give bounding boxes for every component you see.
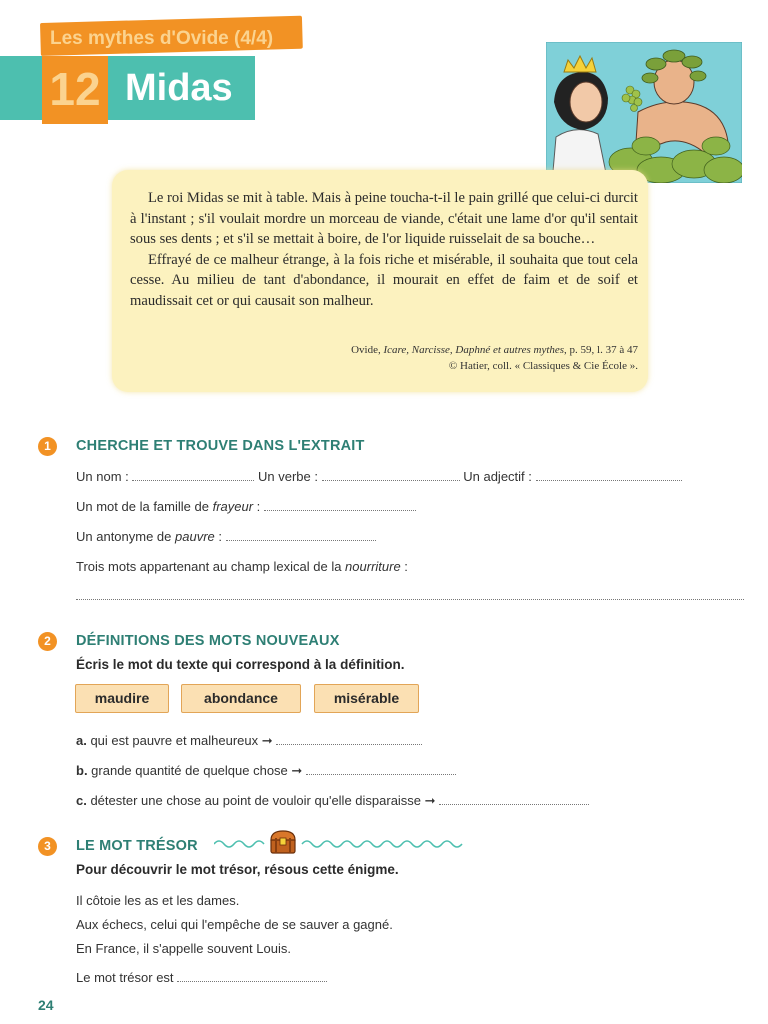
word-box-abondance: abondance <box>181 684 301 713</box>
riddle-line-1: Il côtoie les as et les dames. <box>76 893 240 908</box>
section-2-badge: 2 <box>38 632 57 651</box>
verbe-label: Un verbe : <box>258 469 318 484</box>
antonyme-word: pauvre <box>175 529 215 544</box>
nom-label: Un nom : <box>76 469 129 484</box>
source-publisher: © Hatier, coll. « Classiques & Cie École ». <box>448 360 638 372</box>
page-number: 24 <box>38 997 54 1013</box>
antonyme-prefix: Un antonyme de <box>76 529 176 544</box>
midas-illustration <box>546 42 742 183</box>
definition-c <box>76 793 589 809</box>
nom-answer[interactable] <box>132 470 254 481</box>
definition-b-letter: b. <box>76 763 88 778</box>
definition-c-text: détester une chose au point de vouloir qu'elle disparaisse ➞ <box>86 793 436 808</box>
page-title: Midas <box>125 67 233 109</box>
verbe-answer[interactable] <box>322 470 460 481</box>
definition-a <box>76 733 422 749</box>
definition-a-answer[interactable] <box>276 734 422 745</box>
antonyme-answer[interactable] <box>226 530 376 541</box>
nom-line <box>76 469 682 484</box>
definition-a-text: qui est pauvre et malheureux ➞ <box>86 733 273 748</box>
champ-line <box>76 559 408 574</box>
section-3-badge: 3 <box>38 837 57 856</box>
definition-c-letter: c. <box>76 793 87 808</box>
famille-word: frayeur <box>212 499 254 514</box>
riddle-line-2: Aux échecs, celui qui l'empêche de se sauver a gagné. <box>76 917 393 932</box>
definition-b-answer[interactable] <box>306 764 456 775</box>
source-book: Icare, Narcisse, Daphné et autres mythes <box>383 344 565 356</box>
section-3-title: LE MOT TRÉSOR <box>76 838 198 854</box>
famille-prefix: Un mot de la famille de <box>76 499 213 514</box>
extract-text <box>130 188 638 312</box>
section-1-badge: 1 <box>38 437 57 456</box>
definition-c-answer[interactable] <box>439 794 589 805</box>
adjectif-label: Un adjectif : <box>463 469 532 484</box>
extract-source <box>200 342 638 374</box>
definition-b-text: grande quantité de quelque chose ➞ <box>87 763 303 778</box>
section-1-title: CHERCHE ET TROUVE DANS L'EXTRAIT <box>76 438 365 454</box>
word-box-maudire: maudire <box>75 684 169 713</box>
series-label: Les mythes d'Ovide (4/4) <box>50 28 274 49</box>
wavy-decoration <box>214 834 464 854</box>
famille-answer[interactable] <box>264 500 416 511</box>
famille-suffix: : <box>253 499 261 514</box>
champ-word: nourriture <box>345 559 401 574</box>
antonyme-suffix: : <box>214 529 222 544</box>
treasure-chest-icon <box>269 829 297 855</box>
treasure-word-answer[interactable] <box>177 971 327 982</box>
extract-paragraph-1: Le roi Midas se mit à table. Mais à peine toucha-t-il le pain grillé que celui-ci durcit à l'instant ; s'il voulait mordre un morceau de viande, c'était une lame d'or qu'il sentait sous ses dents ; et s'il se mettait à boire, de l'or liquide ruisselait de sa bouche… <box>130 190 638 248</box>
adjectif-answer[interactable] <box>536 470 682 481</box>
definition-b <box>76 763 456 779</box>
antonyme-line <box>76 529 376 544</box>
definition-a-letter: a. <box>76 733 87 748</box>
section-3-instruction: Pour découvrir le mot trésor, résous cette énigme. <box>76 862 399 877</box>
riddle-line-3: En France, il s'appelle souvent Louis. <box>76 941 291 956</box>
champ-answer-line[interactable] <box>76 599 744 600</box>
extract-paragraph-2: Effrayé de ce malheur étrange, à la fois riche et misérable, il souhaita que tout cela cesse. Au milieu de tant d'abondance, il mourait en effet de faim et de soif et maudissait cet or qui causait son malheur. <box>130 251 638 309</box>
famille-line <box>76 499 416 514</box>
section-2-instruction: Écris le mot du texte qui correspond à la définition. <box>76 657 405 672</box>
section-2-title: DÉFINITIONS DES MOTS NOUVEAUX <box>76 633 340 649</box>
answer-line <box>76 970 327 985</box>
chapter-number: 12 <box>49 63 101 115</box>
champ-suffix: : <box>400 559 408 574</box>
source-author: Ovide, <box>351 344 384 356</box>
source-ref: , p. 59, l. 37 à 47 <box>564 344 638 356</box>
word-box-miserable: misérable <box>314 684 419 713</box>
champ-prefix: Trois mots appartenant au champ lexical de la <box>76 559 346 574</box>
answer-label: Le mot trésor est <box>76 970 174 985</box>
